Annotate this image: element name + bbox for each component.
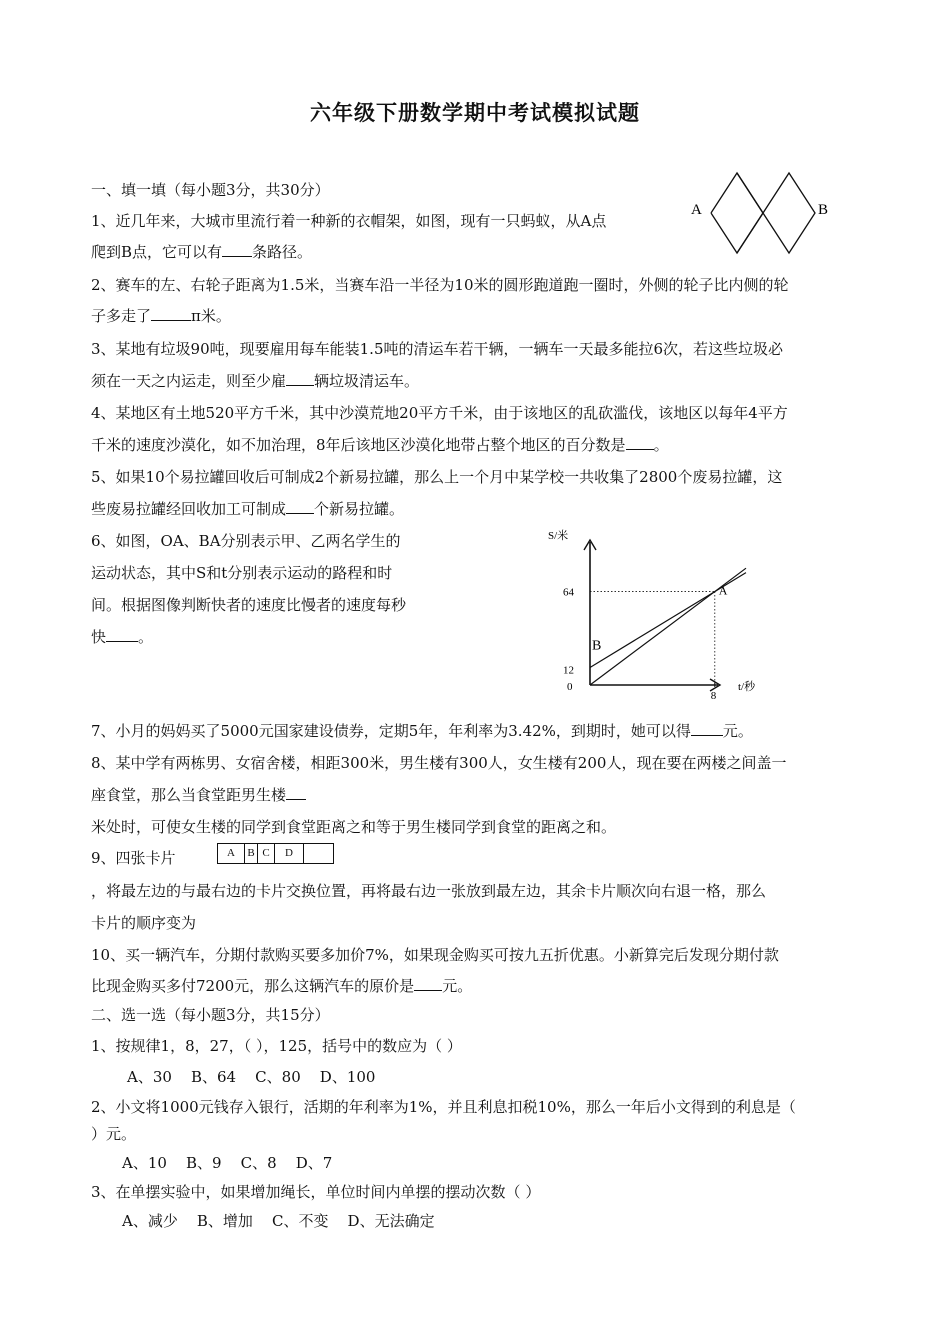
q6-line2: 运动状态，其中S和t分别表示运动的路程和时 [91, 564, 393, 582]
q6-line4: 快 。 [91, 628, 154, 646]
card: D [275, 844, 304, 863]
answer-blank[interactable] [414, 976, 442, 991]
q4-line1: 4、某地区有土地520平方千米，其中沙漠荒地20平方千米，由于该地区的乱砍滥伐，该地区以每年4平方 [91, 404, 788, 422]
q1-line1: 1、近几年来，大城市里流行着一种新的衣帽架，如图，现有一只蚂蚁，从A点 [91, 212, 607, 230]
q2-line1: 2、赛车的左、右轮子距离为1.5米，当赛车沿一半径为10米的圆形跑道跑一圈时，外侧的轮子比内侧的轮 [91, 276, 789, 294]
card: A [218, 844, 245, 863]
section2-heading: 二、选一选（每小题3分，共15分） [91, 1006, 330, 1024]
q3-line2: 须在一天之内运走，则至少雇 辆垃圾清运车。 [91, 372, 420, 390]
q5-line2: 些废易拉罐经回收加工可制成 个新易拉罐。 [91, 500, 405, 518]
q5-line1: 5、如果10个易拉罐回收后可制成2个新易拉罐，那么上一个月中某学校一共收集了2800个废易拉罐，这 [91, 468, 783, 486]
s2-q2-options: A、10 B、9 C、8 D、7 [122, 1154, 333, 1172]
page-title: 六年级下册数学期中考试模拟试题 [310, 100, 640, 125]
card [304, 844, 333, 863]
q3-line1: 3、某地有垃圾90吨，现要雇用每车能装1.5吨的清运车若干辆，一辆车一天最多能拉6次，若这些垃圾必 [91, 340, 784, 358]
answer-blank[interactable] [151, 306, 191, 321]
s2-q3-options: A、减少 B、增加 C、不变 D、无法确定 [122, 1212, 435, 1230]
s2-q2-line2: ）元。 [91, 1125, 137, 1143]
y-tick-label-64: 64 [563, 586, 574, 599]
answer-blank[interactable] [222, 242, 252, 257]
q9-line2: ，将最左边的与最右边的卡片交换位置，再将最右边一张放到最左边，其余卡片顺次向右退一格，那么 [91, 882, 767, 900]
s2-q2-line1: 2、小文将1000元钱存入银行，活期的年利率为1%，并且利息扣税10%，那么一年后小文得到的利息是（ [91, 1098, 796, 1116]
hanger-label-a: A [691, 202, 702, 218]
y-tick-label-12: 12 [563, 664, 574, 677]
y-axis-label: S/米 [548, 530, 569, 542]
x-axis-label: t/秒 [738, 681, 756, 693]
q6-line3: 间。根据图像判断快者的速度比慢者的速度每秒 [91, 596, 407, 614]
point-label-b: B [592, 638, 602, 654]
q10-line2: 比现金购买多付7200元，那么这辆汽车的原价是 元。 [91, 977, 473, 995]
motion-graph [540, 528, 770, 703]
q9-line3: 卡片的顺序变为 [91, 914, 197, 932]
answer-blank[interactable] [286, 371, 314, 386]
origin-label: 0 [567, 681, 573, 693]
q8-line3: 米处时，可使女生楼的同学到食堂距离之和等于男生楼同学到食堂的距离之和。 [91, 818, 617, 836]
q8-line1: 8、某中学有两栋男、女宿舍楼，相距300米，男生楼有300人，女生楼有200人，现在要在两楼之间盖一 [91, 754, 787, 772]
answer-blank[interactable] [286, 785, 306, 800]
section1-heading: 一、填一填（每小题3分，共30分） [91, 181, 330, 199]
answer-blank[interactable] [286, 499, 314, 514]
q6-line1: 6、如图，OA、BA分别表示甲、乙两名学生的 [91, 532, 401, 550]
q2-line2: 子多走了 π米。 [91, 307, 231, 325]
q9-line1: 9、四张卡片 [91, 849, 176, 867]
x-tick-label-8: 8 [710, 690, 717, 702]
q7-line1: 7、小月的妈妈买了5000元国家建设债券，定期5年，年利率为3.42%，到期时，她可以得 元。 [91, 722, 753, 740]
q8-line2: 座食堂，那么当食堂距男生楼 [91, 785, 306, 805]
card-row [217, 843, 334, 864]
s2-q1-options: A、30 B、64 C、80 D、100 [127, 1068, 376, 1086]
coat-hanger-figure [684, 168, 834, 258]
card: B [245, 844, 258, 863]
hanger-label-b: B [818, 202, 829, 218]
answer-blank[interactable] [691, 721, 723, 736]
answer-blank[interactable] [626, 435, 654, 450]
answer-blank[interactable] [106, 627, 138, 642]
card: C [258, 844, 275, 863]
s2-q1-line1: 1、按规律1，8，27，（ ），125，括号中的数应为（ ） [91, 1037, 462, 1055]
q10-line1: 10、买一辆汽车，分期付款购买要多加价7%，如果现金购买可按九五折优惠。小新算完后发现分期付款 [91, 946, 779, 964]
q4-line2: 千米的速度沙漠化，如不加治理，8年后该地区沙漠化地带占整个地区的百分数是 。 [91, 436, 669, 454]
point-label-a: A [718, 583, 728, 598]
s2-q3-line1: 3、在单摆实验中，如果增加绳长，单位时间内单摆的摆动次数（ ） [91, 1183, 541, 1201]
q1-line2: 爬到B点，它可以有 条路径。 [91, 243, 313, 261]
